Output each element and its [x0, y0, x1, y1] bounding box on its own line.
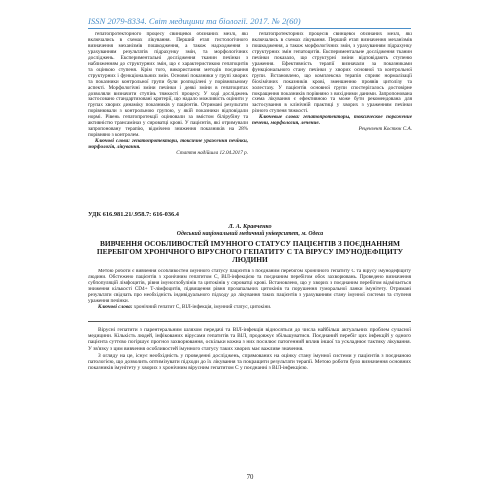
abstract-keywords	[88, 305, 411, 311]
abstract	[88, 269, 411, 311]
header-rule	[88, 28, 411, 29]
journal-header: ISSN 2079-8334. Світ медицини та біології. 2017. № 2(60)	[88, 16, 301, 26]
abstract-text: Метою роботи є вивчення особливостей імунного статусу пацієнтів з поєднаним перебігом хронічного гепатиту С та вірусу імунодефіциту людини. Обстежено пацієнтів з хронічним гепатитом С, ВІЛ-інфекцією та поєднаним перебігом обох захворювань. Проведено визначення субпопуляцій лімфоцитів, рівня імуноглобулінів та цитокінів у сироватці крові. Встановлено, що у хворих з поєднаним перебігом відмічається зниження кількості CD4+ Т-лімфоцитів, підвищення рівня прозапальних цитокінів та порушення гуморальної ланки імунітету. Отримані результати свідчать про необхідність індивідуального підходу до лікування таких пацієнтів з урахуванням стану імунної системи та ступеня ураження печінки.	[88, 269, 411, 304]
left-received-date: Стаття надійшла 12.04.2017 р.	[176, 150, 248, 157]
keywords-text: хронічний гепатит С, ВІЛ-інфекція, імунний статус, цитокіни.	[133, 303, 272, 310]
keywords-label: Ключові слова:	[98, 303, 133, 310]
right-reviewer: Рецензент Костюк С.А.	[358, 126, 412, 133]
section-divider	[88, 321, 411, 322]
page-number: 70	[246, 474, 254, 481]
body-paragraph: Вірусні гепатити з парентеральним шляхом передачі та ВІЛ-інфекція відносяться до числа найбільш актуальних проблем сучасної медицини. Кількість людей, інфікованих вірусами гепатитів та ВІЛ, продовжує збільшуватися. Поєднаний перебіг цих інфекцій у одного пацієнта суттєво погіршує прогноз захворювання, оскільки кожна з них посилює патогенний вплив іншої та ускладнює тактику лікування. У зв'язку з цим вивчення особливостей імунного статусу таких хворих має важливе значення.	[88, 327, 411, 352]
author-name: Л. А. Кравченко	[228, 223, 272, 230]
udc-code: УДК 616.981.21/.958.7: 616-036.4	[88, 211, 179, 218]
article-title: ВИВЧЕННЯ ОСОБЛИВОСТЕЙ ІМУННОГО СТАТУСУ ПАЦІЄНТІВ З ПОЄДНАННЯМ ПЕРЕБІГОМ ХРОНІЧНОГО ВІРУСНОГО ГЕПАТИТУ С ТА ВІРУСУ ІМУНОДЕФІЦИТУ ЛЮДИНИ	[96, 239, 404, 265]
left-paragraph: гепатопротекторного процесу свинцевої обізнаних мезлі, які включались в схемах лікування. Перший етап гистологічного визначення механізмів пошкодження, а також надходження з урахуванням результатів підрахунку змін, та морфологічних досліджень. Експериментальні дослідження тканин печінки з наближенням до структурних змін, що є характеристикою гепатоцитів та оцінкою ступеня. Крім того, використання методів поєднання структурних і функціональних змін. Основні показники у групі хворих та показники контрольної групи були розподілені у порівняльному аспекті. Морфологічні зміни печінки і деякі зміни в гепатоцитах дозволяли визначити ступінь тяжкості процесу. У ході досліджень застосовано стандартизовані критерії, що надало можливість оцінити у групах хворих динаміку показників у пацієнтів. Отримані результати порівнювали з контрольною групою, у якій показники відповідали нормі. Рівень гепатопротекції оцінювали за вмістом білірубіну та активністю трансаміназ у сироватці крові. У пацієнтів, які отримували запропоновану терапію, відмічено зниження показників на 28% порівняно з контролем.	[88, 32, 248, 139]
author-affiliation: Одеський національний медичний університет, м. Одеса	[176, 231, 324, 237]
right-column	[252, 32, 412, 133]
right-paragraph: гепатопротекторних процесів свинцевої обізнаних мезлі, які включались в схемах лікування. Перший етап визначення механізмів пошкодження, а також морфологічних змін, з урахуванням підрахунку структурних змін гепатоцитів. Експериментальне дослідження тканин печінки показало, що структурні зміни відповідають ступеню ураження. Ефективність терапії визначали за показниками функціонального стану печінки у хворих основної та контрольної групи. Встановлено, що комплексна терапія сприяє нормалізації біохімічних показників крові, зменшенню проявів цитолізу та холестазу. У пацієнтів основної групи спостерігалось достовірне покращення показників порівняно з вихідними даними. Запропонована схема лікування є ефективною та може бути рекомендована для застосування в клінічній практиці у хворих з ураженням печінки різного ступеня тяжкості.	[252, 32, 412, 115]
left-keywords: Ключові слова: гепатопротектори, токсичне ураження печінки, морфологія, лікування.	[88, 138, 248, 151]
body-text	[88, 327, 411, 372]
left-column	[88, 32, 248, 157]
right-keywords: Ключевые слова: гепатопротекторы, токсическое поражение печени, морфология, лечение.	[252, 114, 412, 127]
body-paragraph: З огляду на це, існує необхідність у проведенні досліджень, спрямованих на оцінку стану імунної системи у пацієнтів з поєднаною патологією, що дозволить оптимізувати підходи до їх лікування та покращити результати терапії. Метою роботи було визначення основних показників імунітету у хворих з хронічним вірусним гепатитом С у поєднанні з ВІЛ-інфекцією.	[88, 352, 411, 372]
